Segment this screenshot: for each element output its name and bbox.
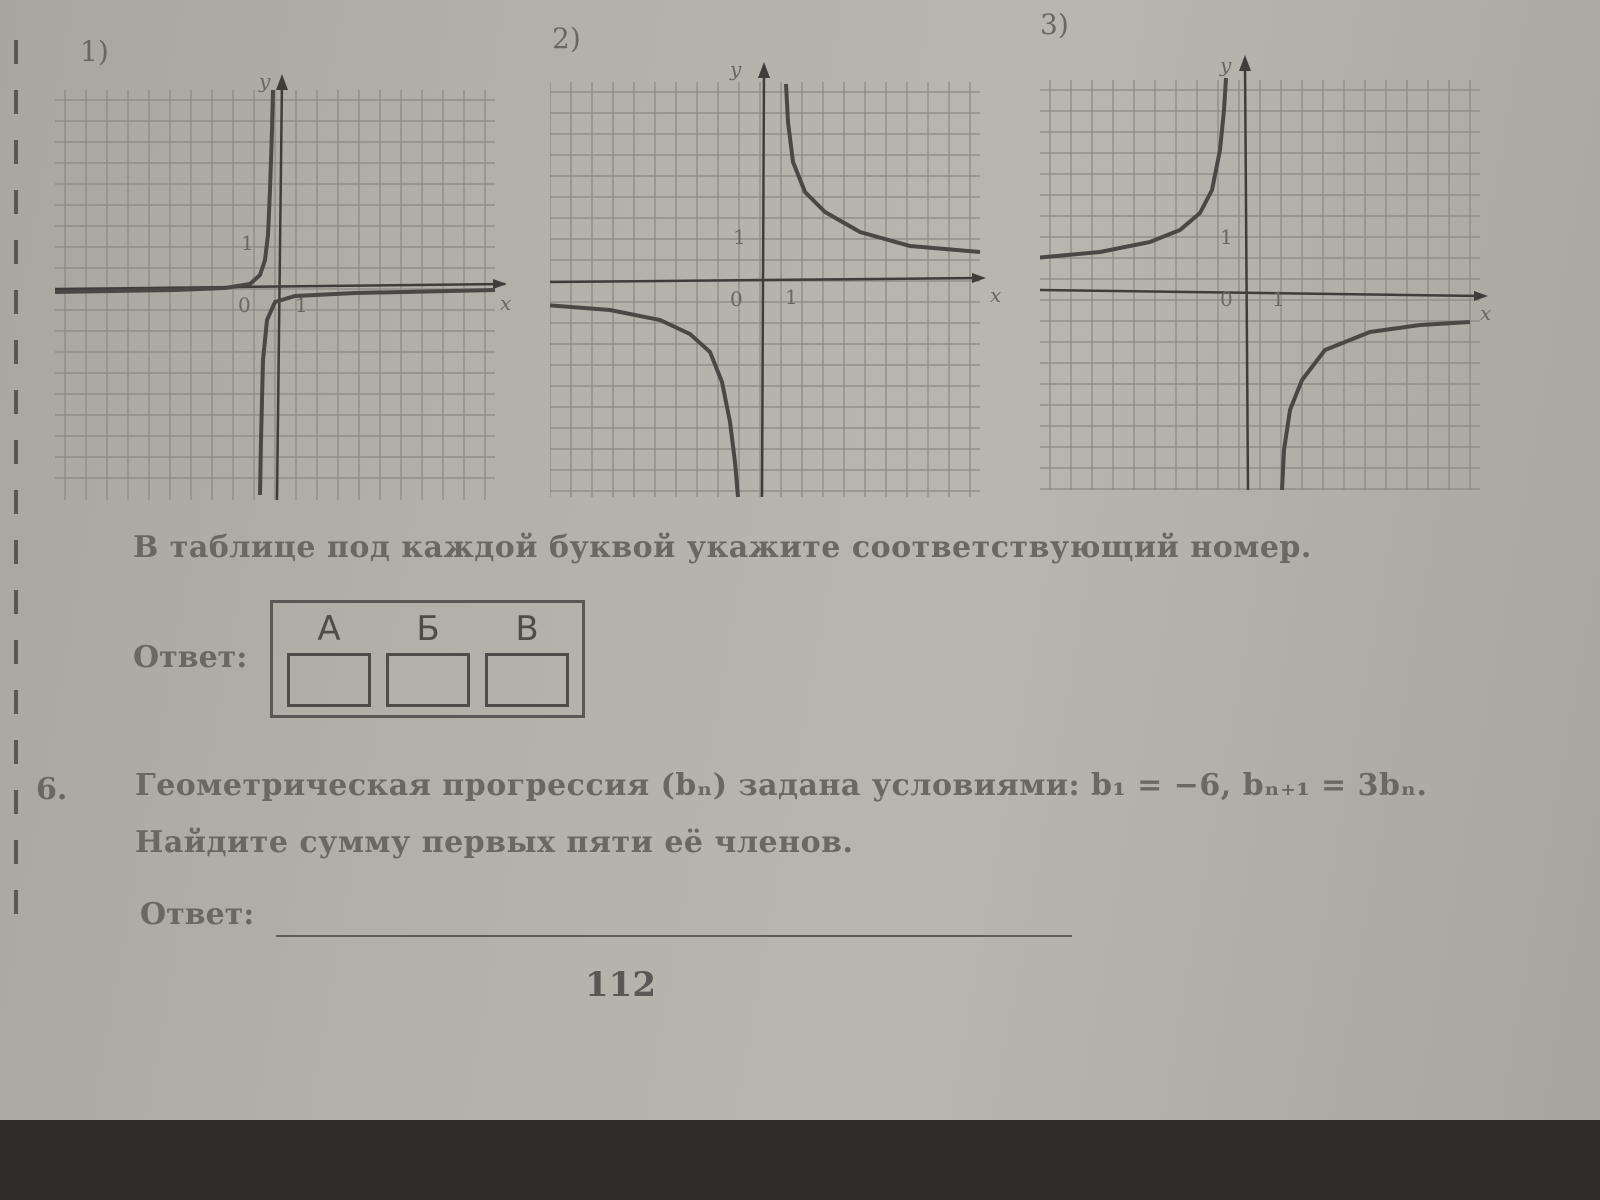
graph-3-x-label: x bbox=[1480, 301, 1492, 325]
graph-1-y-arrow bbox=[276, 74, 288, 90]
graph-2-curve-right bbox=[786, 84, 980, 252]
task-number: 6. bbox=[36, 772, 68, 807]
graph-2-curve-left bbox=[550, 305, 738, 497]
graph-3-curve-right bbox=[1282, 322, 1470, 490]
graph-1-grid bbox=[55, 90, 495, 500]
graph-1-x-label: x bbox=[500, 291, 512, 315]
graph-3-y-label: y bbox=[1220, 53, 1232, 77]
graph-2-svg bbox=[550, 52, 1010, 502]
graph-3-unit-y-label: 1 bbox=[1220, 225, 1233, 249]
graph-1 bbox=[55, 70, 515, 500]
graph-3-curve-left bbox=[1040, 78, 1226, 258]
graph-2-grid bbox=[550, 82, 980, 497]
margin-marks bbox=[0, 0, 40, 960]
page-number: 112 bbox=[585, 965, 656, 1005]
graph-2-origin-label: 0 bbox=[730, 287, 743, 311]
graph-3-unit-x-label: 1 bbox=[1272, 287, 1285, 311]
answer-cell-b[interactable] bbox=[386, 653, 470, 707]
answer-cell-a[interactable] bbox=[287, 653, 371, 707]
graph-3-origin-label: 0 bbox=[1220, 287, 1233, 311]
column-header-b: Б bbox=[416, 609, 440, 649]
graph-3-number: 3) bbox=[1040, 8, 1069, 41]
graph-3-x-arrow bbox=[1474, 291, 1488, 301]
task-answer-field[interactable] bbox=[276, 935, 1072, 937]
task-text-line-1: Геометрическая прогрессия (bₙ) задана условиями: b₁ = −6, bₙ₊₁ = 3bₙ. bbox=[135, 768, 1428, 803]
graph-1-curve-left bbox=[55, 90, 273, 292]
graph-1-curve-right bbox=[260, 290, 495, 495]
graph-2-y-label: y bbox=[730, 57, 742, 81]
answer-cell-v[interactable] bbox=[485, 653, 569, 707]
column-header-a: А bbox=[317, 609, 341, 649]
graph-1-x-arrow bbox=[493, 279, 507, 289]
graph-3-svg bbox=[1040, 50, 1500, 500]
graph-2-y-arrow bbox=[758, 62, 770, 78]
answer-label: Ответ: bbox=[133, 640, 248, 675]
graph-2-unit-x-label: 1 bbox=[785, 285, 798, 309]
answer-table bbox=[270, 600, 585, 718]
graph-1-origin-label: 0 bbox=[238, 293, 251, 317]
graph-1-unit-y-label: 1 bbox=[241, 231, 254, 255]
instruction-text: В таблице под каждой буквой укажите соответствующий номер. bbox=[133, 530, 1312, 565]
graph-3-grid bbox=[1040, 80, 1480, 490]
graph-3-y-arrow bbox=[1239, 55, 1251, 71]
graph-1-unit-x-label: 1 bbox=[295, 293, 308, 317]
graph-1-y-label: y bbox=[259, 70, 271, 93]
task-answer-label: Ответ: bbox=[140, 897, 255, 932]
graph-2-number: 2) bbox=[552, 22, 581, 55]
graph-2 bbox=[550, 52, 1010, 502]
graph-3 bbox=[1040, 50, 1500, 500]
task-text-line-2: Найдите сумму первых пяти её членов. bbox=[135, 825, 854, 860]
column-header-v: В bbox=[515, 609, 539, 649]
graph-1-number: 1) bbox=[80, 35, 109, 68]
graph-1-svg bbox=[55, 70, 515, 500]
graph-1-y-axis bbox=[277, 80, 282, 500]
graph-2-unit-y-label: 1 bbox=[733, 225, 746, 249]
graph-2-x-label: x bbox=[990, 283, 1002, 307]
